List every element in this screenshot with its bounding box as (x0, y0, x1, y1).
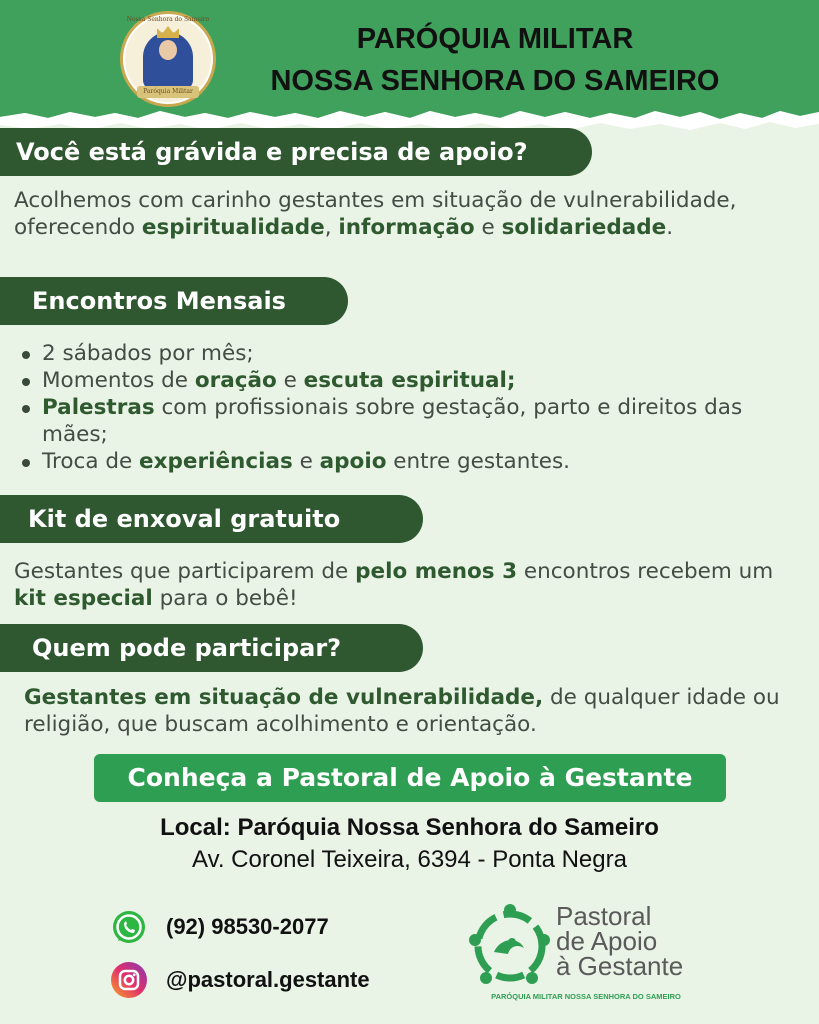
intro-paragraph: Acolhemos com carinho gestantes em situação de vulnerabilidade, oferecendo espiritualidade, informação e solidariedade. (14, 188, 737, 240)
instagram-contact[interactable] (110, 960, 370, 1000)
list-item: Troca de experiências e apoio entre gestantes. (14, 448, 804, 475)
seal-ribbon: Paróquia Militar (137, 86, 199, 98)
phone-contact[interactable] (110, 907, 329, 947)
bold-information: informação (338, 215, 475, 240)
pastoral-emblem-icon (466, 902, 554, 990)
location-title: Local: Paróquia Nossa Senhora do Sameiro (160, 814, 659, 841)
instagram-icon (110, 961, 148, 999)
heading-who-can-participate: Quem pode participar? (0, 624, 423, 672)
list-item: Momentos de oração e escuta espiritual; (14, 367, 804, 394)
location-address: Av. Coronel Teixeira, 6394 - Ponta Negra (192, 846, 627, 873)
instagram-handle: @pastoral.gestante (166, 967, 370, 992)
heading-monthly-meetings: Encontros Mensais (0, 277, 348, 325)
crown-icon (157, 26, 179, 38)
title-line-1: PARÓQUIA MILITAR (356, 23, 634, 55)
meetings-list (14, 340, 804, 475)
pastoral-cta-banner: Conheça a Pastoral de Apoio à Gestante (94, 754, 726, 802)
bold-solidarity: solidariedade (501, 215, 667, 240)
kit-paragraph: Gestantes que participarem de pelo menos 3 encontros recebem um kit especial para o bebê! (14, 559, 774, 611)
list-item: 2 sábados por mês; (14, 340, 804, 367)
pastoral-logo-subtitle: PARÓQUIA MILITAR NOSSA SENHORA DO SAMEIRO (491, 992, 681, 1001)
parish-seal-logo (120, 11, 216, 107)
phone-number: (92) 98530-2077 (166, 914, 329, 939)
heading-free-layette-kit: Kit de enxoval gratuito (0, 495, 423, 543)
title-line-2: NOSSA SENHORA DO SAMEIRO (270, 65, 720, 97)
pastoral-logo-text: Pastoral de Apoio à Gestante (556, 901, 684, 981)
participants-paragraph: Gestantes em situação de vulnerabilidade, de qualquer idade ou religião, que buscam acolhimento e orientação. (24, 685, 780, 737)
whatsapp-icon (110, 908, 148, 946)
heading-pregnant-support: Você está grávida e precisa de apoio? (0, 128, 592, 176)
bold-spirituality: espiritualidade (141, 215, 325, 240)
header-banner (0, 0, 819, 140)
meetings-list-container (14, 340, 804, 475)
page-title (230, 18, 760, 102)
list-item: Palestras com profissionais sobre gestação, parto e direitos das mães; (14, 394, 804, 448)
seal-arc-text: Nossa Senhora do Sameiro (126, 16, 210, 23)
seal-face (159, 40, 177, 60)
pastoral-logo (466, 900, 706, 1010)
